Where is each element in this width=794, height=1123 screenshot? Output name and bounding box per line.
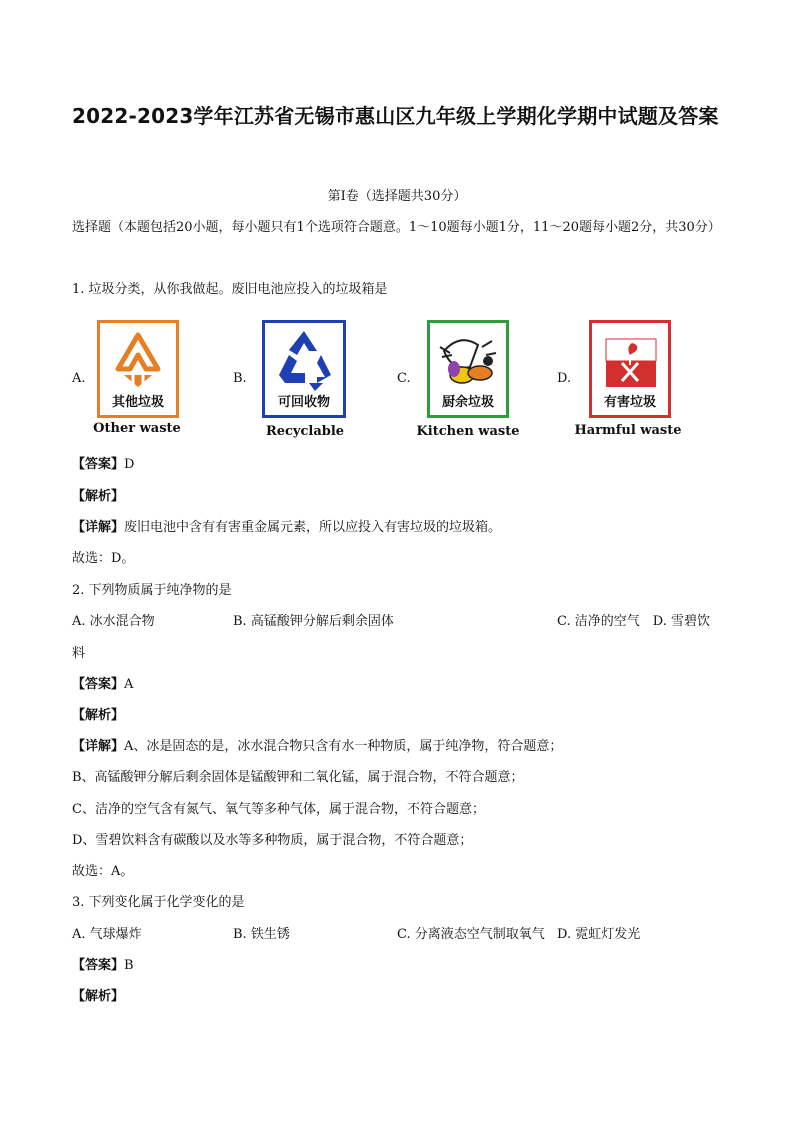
q1-stem: 1. 垃圾分类，从你我做起。废旧电池应投入的垃圾箱是	[72, 282, 388, 297]
q3-answer-tag: 【答案】	[72, 958, 125, 973]
kitchen-waste-en: Kitchen waste	[416, 424, 520, 439]
section-header: 第Ⅰ卷（选择题共30分）	[327, 189, 467, 204]
q2-answer-value: A	[124, 677, 134, 692]
q3-answer	[72, 957, 134, 975]
q1-answer-tag: 【答案】	[72, 457, 125, 472]
q1-option-a-letter: A.	[72, 371, 86, 386]
q3-option-d: D. 霓虹灯发光	[557, 927, 641, 942]
q2-option-a: A. 冰水混合物	[72, 614, 155, 629]
q3-answer-value: B	[124, 958, 134, 973]
recycle-icon	[265, 323, 343, 393]
q2-detail-a	[72, 738, 562, 756]
q1-detail-text: 废旧电池中含有有害重金属元素，所以应投入有害垃圾的垃圾箱。	[124, 520, 502, 535]
q3-option-b: B. 铁生锈	[233, 927, 290, 942]
q2-detail-tag: 【详解】	[72, 739, 125, 754]
q1-option-b-letter: B.	[233, 371, 247, 386]
other-waste-icon	[100, 323, 176, 393]
recyclable-bin	[262, 320, 346, 418]
other-waste-bin	[97, 320, 179, 418]
q3-option-c: C. 分离液态空气制取氧气	[397, 927, 545, 942]
instructions: 选择题（本题包括20小题，每小题只有1个选项符合题意。1～10题每小题1分，11～20题每小题2分，共30分）	[72, 220, 721, 235]
q1-option-d-letter: D.	[557, 371, 572, 386]
q2-detail-d: D、雪碧饮料含有碳酸以及水等多种物质，属于混合物，不符合题意；	[72, 833, 473, 848]
q1-conclusion: 故选：D。	[72, 551, 135, 566]
kitchen-waste-icon	[430, 323, 506, 393]
q1-answer-value: D	[124, 457, 135, 472]
q2-stem: 2. 下列物质属于纯净物的是	[72, 583, 232, 598]
q2-answer-tag: 【答案】	[72, 677, 125, 692]
q3-stem: 3. 下列变化属于化学变化的是	[72, 895, 245, 910]
q2-analysis-tag: 【解析】	[72, 708, 125, 723]
other-waste-en: Other waste	[93, 421, 181, 436]
q3-option-a: A. 气球爆炸	[72, 927, 142, 942]
harmful-waste-cn: 有害垃圾	[603, 395, 656, 410]
document-title: 2022-2023学年江苏省无锡市惠山区九年级上学期化学期中试题及答案	[72, 104, 719, 128]
q3-analysis-tag: 【解析】	[72, 989, 125, 1004]
q1-detail	[72, 519, 501, 537]
q1-answer	[72, 456, 134, 474]
kitchen-waste-bin	[427, 320, 509, 418]
q2-option-d-cont: 料	[72, 646, 86, 661]
q2-answer	[72, 676, 133, 694]
q2-option-b: B. 高锰酸钾分解后剩余固体	[233, 614, 394, 629]
q2-conclusion: 故选：A。	[72, 864, 134, 879]
q1-detail-tag: 【详解】	[72, 520, 125, 535]
harmful-waste-bin	[589, 320, 671, 418]
recyclable-cn: 可回收物	[277, 395, 330, 410]
q2-detail-c: C、洁净的空气含有氮气、氧气等多种气体，属于混合物，不符合题意；	[72, 802, 485, 817]
q2-detail-b: B、高锰酸钾分解后剩余固体是锰酸钾和二氧化锰，属于混合物，不符合题意；	[72, 770, 524, 785]
q1-option-c-letter: C.	[397, 371, 411, 386]
kitchen-waste-cn: 厨余垃圾	[441, 395, 494, 410]
recyclable-en: Recyclable	[265, 424, 345, 439]
q1-analysis-tag: 【解析】	[72, 489, 125, 504]
q2-detail-a-text: A、冰是固态的是，冰水混合物只含有水一种物质，属于纯净物，符合题意；	[124, 739, 563, 754]
q2-option-cd: C. 洁净的空气 D. 雪碧饮	[557, 614, 710, 629]
harmful-waste-en: Harmful waste	[574, 423, 682, 438]
other-waste-cn: 其他垃圾	[111, 395, 164, 410]
harmful-waste-icon	[592, 323, 668, 393]
